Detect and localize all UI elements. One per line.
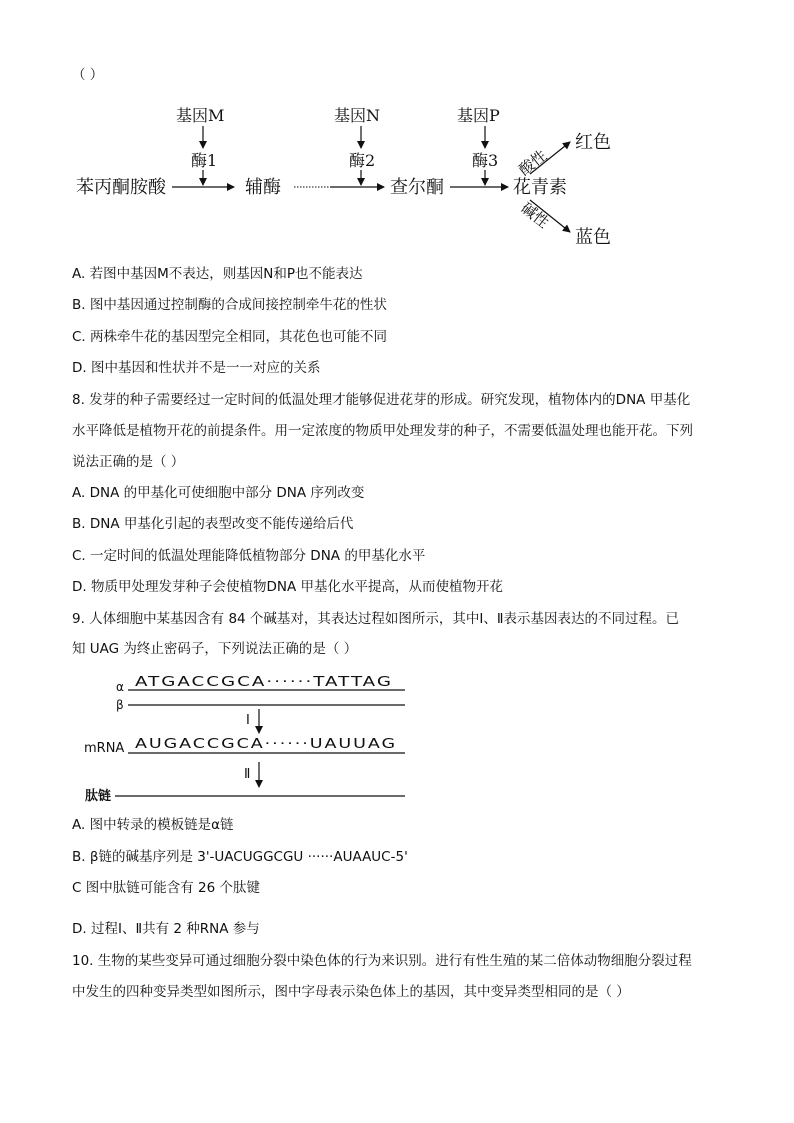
mrna-sequence: AUGACCGCA······UAUUAG (135, 736, 397, 752)
q9-stem-line2: 知 UAG 为终止密码子，下列说法正确的是（ ） (72, 641, 358, 657)
intermediate1-label: 辅酶 (245, 177, 281, 198)
q8-option-a: A. DNA 的甲基化可使细胞中部分 DNA 序列改变 (72, 485, 365, 501)
peptide-label: 肽链 (85, 789, 112, 804)
q7-option-b: B. 图中基因通过控制酶的合成间接控制牵牛花的性状 (72, 297, 387, 313)
beta-label: β (116, 698, 124, 712)
alpha-sequence: ATGACCGCA······TATTAG (135, 674, 393, 690)
blue-label: 蓝色 (575, 227, 611, 248)
q10-stem-line1: 10. 生物的某些变异可通过细胞分裂中染色体的行为来识别。进行有性生殖的某二倍体动物细胞分裂过程 (72, 953, 692, 969)
answer-blank: （ ） (72, 67, 104, 83)
mrna-label: mRNA (84, 741, 125, 756)
q9-option-a: A. 图中转录的模板链是α链 (72, 817, 234, 833)
gene-n-label: 基因N (334, 106, 381, 125)
q8-stem-line3: 说法正确的是（ ） (72, 454, 185, 470)
q8-stem-line2: 水平降低是植物开花的前提条件。用一定浓度的物质甲处理发芽的种子，不需要低温处理也能开花。下列 (72, 423, 693, 439)
step2-label: Ⅱ (244, 767, 251, 782)
q9-stem-line1: 9. 人体细胞中某基因含有 84 个碱基对，其表达过程如图所示，其中Ⅰ、Ⅱ表示基因表达的不同过程。已 (72, 611, 680, 627)
gene-m-label: 基因M (176, 106, 225, 125)
q8-option-b: B. DNA 甲基化引起的表型改变不能传递给后代 (72, 516, 354, 532)
intermediate2-label: 查尔酮 (390, 177, 444, 198)
q9-option-b: B. β链的碱基序列是 3'-UACUGGCGU ······AUAAUC-5' (72, 849, 408, 865)
q8-option-c: C. 一定时间的低温处理能降低植物部分 DNA 的甲基化水平 (72, 548, 426, 564)
enzyme3-label: 酶3 (472, 151, 499, 170)
alpha-label: α (116, 680, 124, 694)
q9-option-d: D. 过程Ⅰ、Ⅱ共有 2 种RNA 参与 (72, 921, 260, 937)
gene-expression-diagram (0, 668, 794, 808)
q8-stem-line1: 8. 发芽的种子需要经过一定时间的低温处理才能够促进花芽的形成。研究发现，植物体内的DNA 甲基化 (72, 392, 691, 408)
q9-option-c: C 图中肽链可能含有 26 个肽键 (72, 880, 260, 896)
enzyme2-label: 酶2 (349, 151, 376, 170)
basic-label: 碱性 (517, 198, 553, 232)
q8-option-d: D. 物质甲处理发芽种子会使植物DNA 甲基化水平提高，从而使植物开花 (72, 579, 503, 595)
q7-option-d: D. 图中基因和性状并不是一一对应的关系 (72, 360, 321, 376)
step1-label: Ⅰ (246, 713, 250, 728)
acidic-label: 酸性 (515, 146, 551, 180)
product-label: 花青素 (513, 177, 567, 198)
enzyme1-label: 酶1 (191, 151, 218, 170)
pathway-diagram (0, 95, 794, 355)
red-label: 红色 (575, 132, 611, 153)
q7-option-a: A. 若图中基因M不表达，则基因N和P也不能表达 (72, 266, 363, 282)
gene-p-label: 基因P (457, 106, 500, 125)
q7-option-c: C. 两株牵牛花的基因型完全相同，其花色也可能不同 (72, 329, 388, 345)
q10-stem-line2: 中发生的四种变异类型如图所示，图中字母表示染色体上的基因，其中变异类型相同的是（ ） (72, 984, 630, 1000)
substrate-label: 苯丙酮胺酸 (76, 177, 166, 198)
